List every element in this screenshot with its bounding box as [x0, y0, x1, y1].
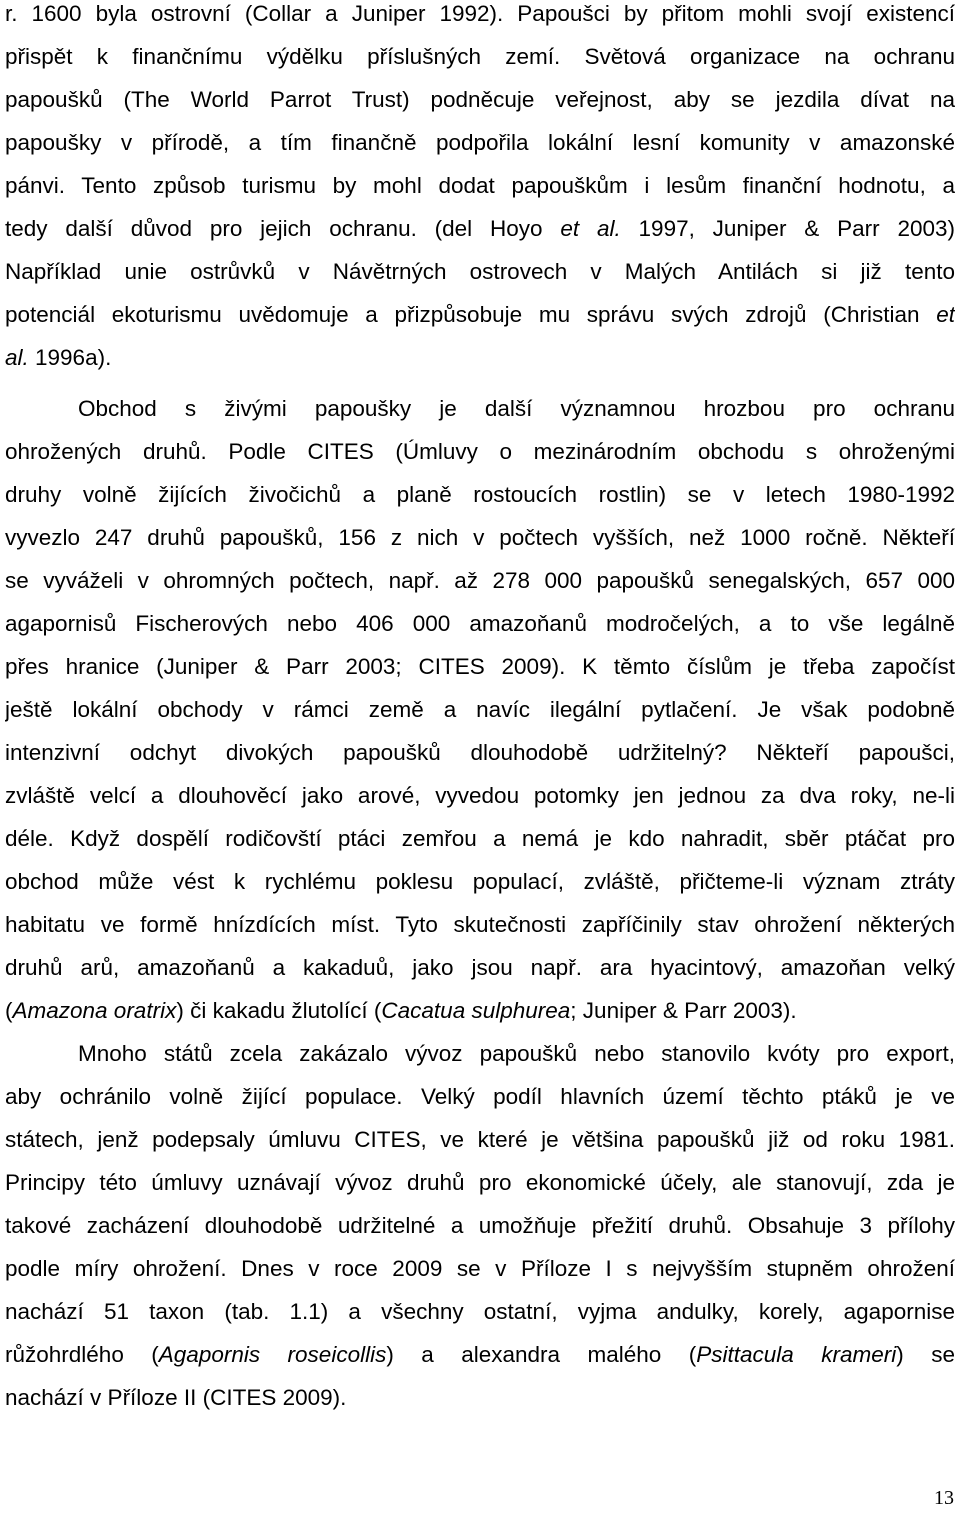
italic-text: Amazona oratrix: [12, 998, 177, 1023]
text-run: ohrožených druhů. Podle CITES (Úmluvy o mezinárodním obchodu s ohroženými: [5, 439, 955, 464]
paragraph-export-bans: [5, 1032, 955, 1419]
text-line: [5, 1290, 955, 1333]
text-line: [5, 774, 955, 817]
text-run: ) se: [896, 1342, 955, 1367]
text-line: [5, 473, 955, 516]
text-line: [5, 207, 955, 250]
text-line: [5, 602, 955, 645]
text-run: druhy volně žijících živočichů a planě rostoucích rostlin) se v letech 1980-1992: [5, 482, 955, 507]
text-line: [5, 731, 955, 774]
italic-text: et al.: [560, 216, 621, 241]
text-run: pánvi. Tento způsob turismu by mohl dodat papouškům i lesům finanční hodnotu, a: [5, 173, 955, 198]
text-run: státech, jenž podepsaly úmluvu CITES, ve které je většina papoušků již od roku 1981.: [5, 1127, 955, 1152]
text-run: 1996a).: [28, 345, 112, 370]
text-line: [5, 35, 955, 78]
text-run: Obchod s živými papoušky je další významnou hrozbou pro ochranu: [78, 396, 955, 421]
text-line: [5, 1247, 955, 1290]
text-run: Mnoho států zcela zakázalo vývoz papoušků nebo stanovilo kvóty pro export,: [78, 1041, 955, 1066]
text-line: [5, 1118, 955, 1161]
text-run: habitatu ve formě hnízdících míst. Tyto skutečnosti zapříčinily stav ohrožení některých: [5, 912, 955, 937]
text-run: 1997, Juniper & Parr 2003): [620, 216, 955, 241]
text-line: [5, 250, 955, 293]
text-run: přispět k finančnímu výdělku příslušných zemí. Světová organizace na ochranu: [5, 44, 955, 69]
text-line: [5, 1376, 955, 1419]
text-run: se vyváželi v ohromných počtech, např. až 278 000 papoušků senegalských, 657 000: [5, 568, 955, 593]
text-run: papoušků (The World Parrot Trust) podněcuje veřejnost, aby se jezdila dívat na: [5, 87, 955, 112]
text-run: nachází 51 taxon (tab. 1.1) a všechny ostatní, vyjma andulky, korely, agapornise: [5, 1299, 955, 1324]
text-run: ještě lokální obchody v rámci země a navíc ilegální pytlačení. Je však podobně: [5, 697, 955, 722]
text-run: (: [5, 998, 13, 1023]
text-line: [5, 817, 955, 860]
text-line: [5, 336, 955, 379]
text-run: podle míry ohrožení. Dnes v roce 2009 se v Příloze I s nejvyšším stupněm ohrožení: [5, 1256, 955, 1281]
text-run: tedy další důvod pro jejich ochranu. (del Hoyo: [5, 216, 561, 241]
text-run: agapornisů Fischerových nebo 406 000 amazoňanů modročelých, a to vše legálně: [5, 611, 955, 636]
text-run: papoušky v přírodě, a tím finančně podpořila lokální lesní komunity v amazonské: [5, 130, 955, 155]
text-run: přes hranice (Juniper & Parr 2003; CITES 2009). K těmto číslům je třeba započíst: [5, 654, 955, 679]
text-run: ) a alexandra malého (: [386, 1342, 697, 1367]
text-run: zvláště velcí a dlouhověcí jako arové, vyvedou potomky jen jednou za dva roky, ne-li: [5, 783, 955, 808]
text-line: [5, 1333, 955, 1376]
page-number: 13: [934, 1487, 954, 1509]
text-run: déle. Když dospělí rodičovští ptáci zemřou a nemá je kdo nahradit, sběr ptáčat pro: [5, 826, 955, 851]
text-line: [5, 78, 955, 121]
text-line: [5, 989, 955, 1032]
text-run: r. 1600 byla ostrovní (Collar a Juniper 1992). Papoušci by přitom mohli svojí existencí: [5, 1, 955, 26]
text-line: [5, 946, 955, 989]
text-run: nachází v Příloze II (CITES 2009).: [5, 1385, 347, 1410]
text-line: [5, 0, 955, 35]
text-line: [5, 293, 955, 336]
text-run: vyvezlo 247 druhů papoušků, 156 z nich v počtech vyšších, než 1000 ročně. Někteří: [5, 525, 955, 550]
text-run: potenciál ekoturismu uvědomuje a přizpůsobuje mu správu svých zdrojů (Christian: [5, 302, 937, 327]
text-run: druhů arů, amazoňanů a kakaduů, jako jsou např. ara hyacintový, amazoňan velký: [5, 955, 955, 980]
text-run: intenzivní odchyt divokých papoušků dlouhodobě udržitelný? Někteří papoušci,: [5, 740, 955, 765]
document-page: [5, 0, 955, 1419]
italic-text: Agapornis roseicollis: [158, 1342, 387, 1367]
text-line: [5, 645, 955, 688]
text-line: [5, 860, 955, 903]
text-line: [5, 1032, 955, 1075]
paragraph-ecotourism: [5, 0, 955, 379]
text-run: Například unie ostrůvků v Návětrných ostrovech v Malých Antilách si již tento: [5, 259, 955, 284]
italic-text: Cacatua sulphurea: [381, 998, 571, 1023]
text-run: aby ochránilo volně žijící populace. Velký podíl hlavních území těchto ptáků je ve: [5, 1084, 955, 1109]
text-run: ; Juniper & Parr 2003).: [570, 998, 797, 1023]
text-line: [5, 516, 955, 559]
text-line: [5, 164, 955, 207]
italic-text: et: [936, 302, 955, 327]
text-run: růžohrdlého (: [5, 1342, 159, 1367]
text-line: [5, 121, 955, 164]
text-line: [5, 1204, 955, 1247]
text-line: [5, 688, 955, 731]
text-line: [5, 387, 955, 430]
text-run: obchod může vést k rychlému poklesu populací, zvláště, přičteme-li význam ztráty: [5, 869, 955, 894]
text-line: [5, 559, 955, 602]
text-line: [5, 903, 955, 946]
text-line: [5, 430, 955, 473]
text-run: takové zacházení dlouhodobě udržitelné a umožňuje přežití druhů. Obsahuje 3 přílohy: [5, 1213, 955, 1238]
text-line: [5, 1075, 955, 1118]
paragraph-gap: [5, 379, 955, 387]
text-run: ) či kakadu žlutolící (: [176, 998, 382, 1023]
text-run: Principy této úmluvy uznávají vývoz druhů pro ekonomické účely, ale stanovují, zda je: [5, 1170, 955, 1195]
paragraph-trade: [5, 387, 955, 1032]
text-line: [5, 1161, 955, 1204]
italic-text: al.: [5, 345, 29, 370]
italic-text: Psittacula krameri: [696, 1342, 897, 1367]
